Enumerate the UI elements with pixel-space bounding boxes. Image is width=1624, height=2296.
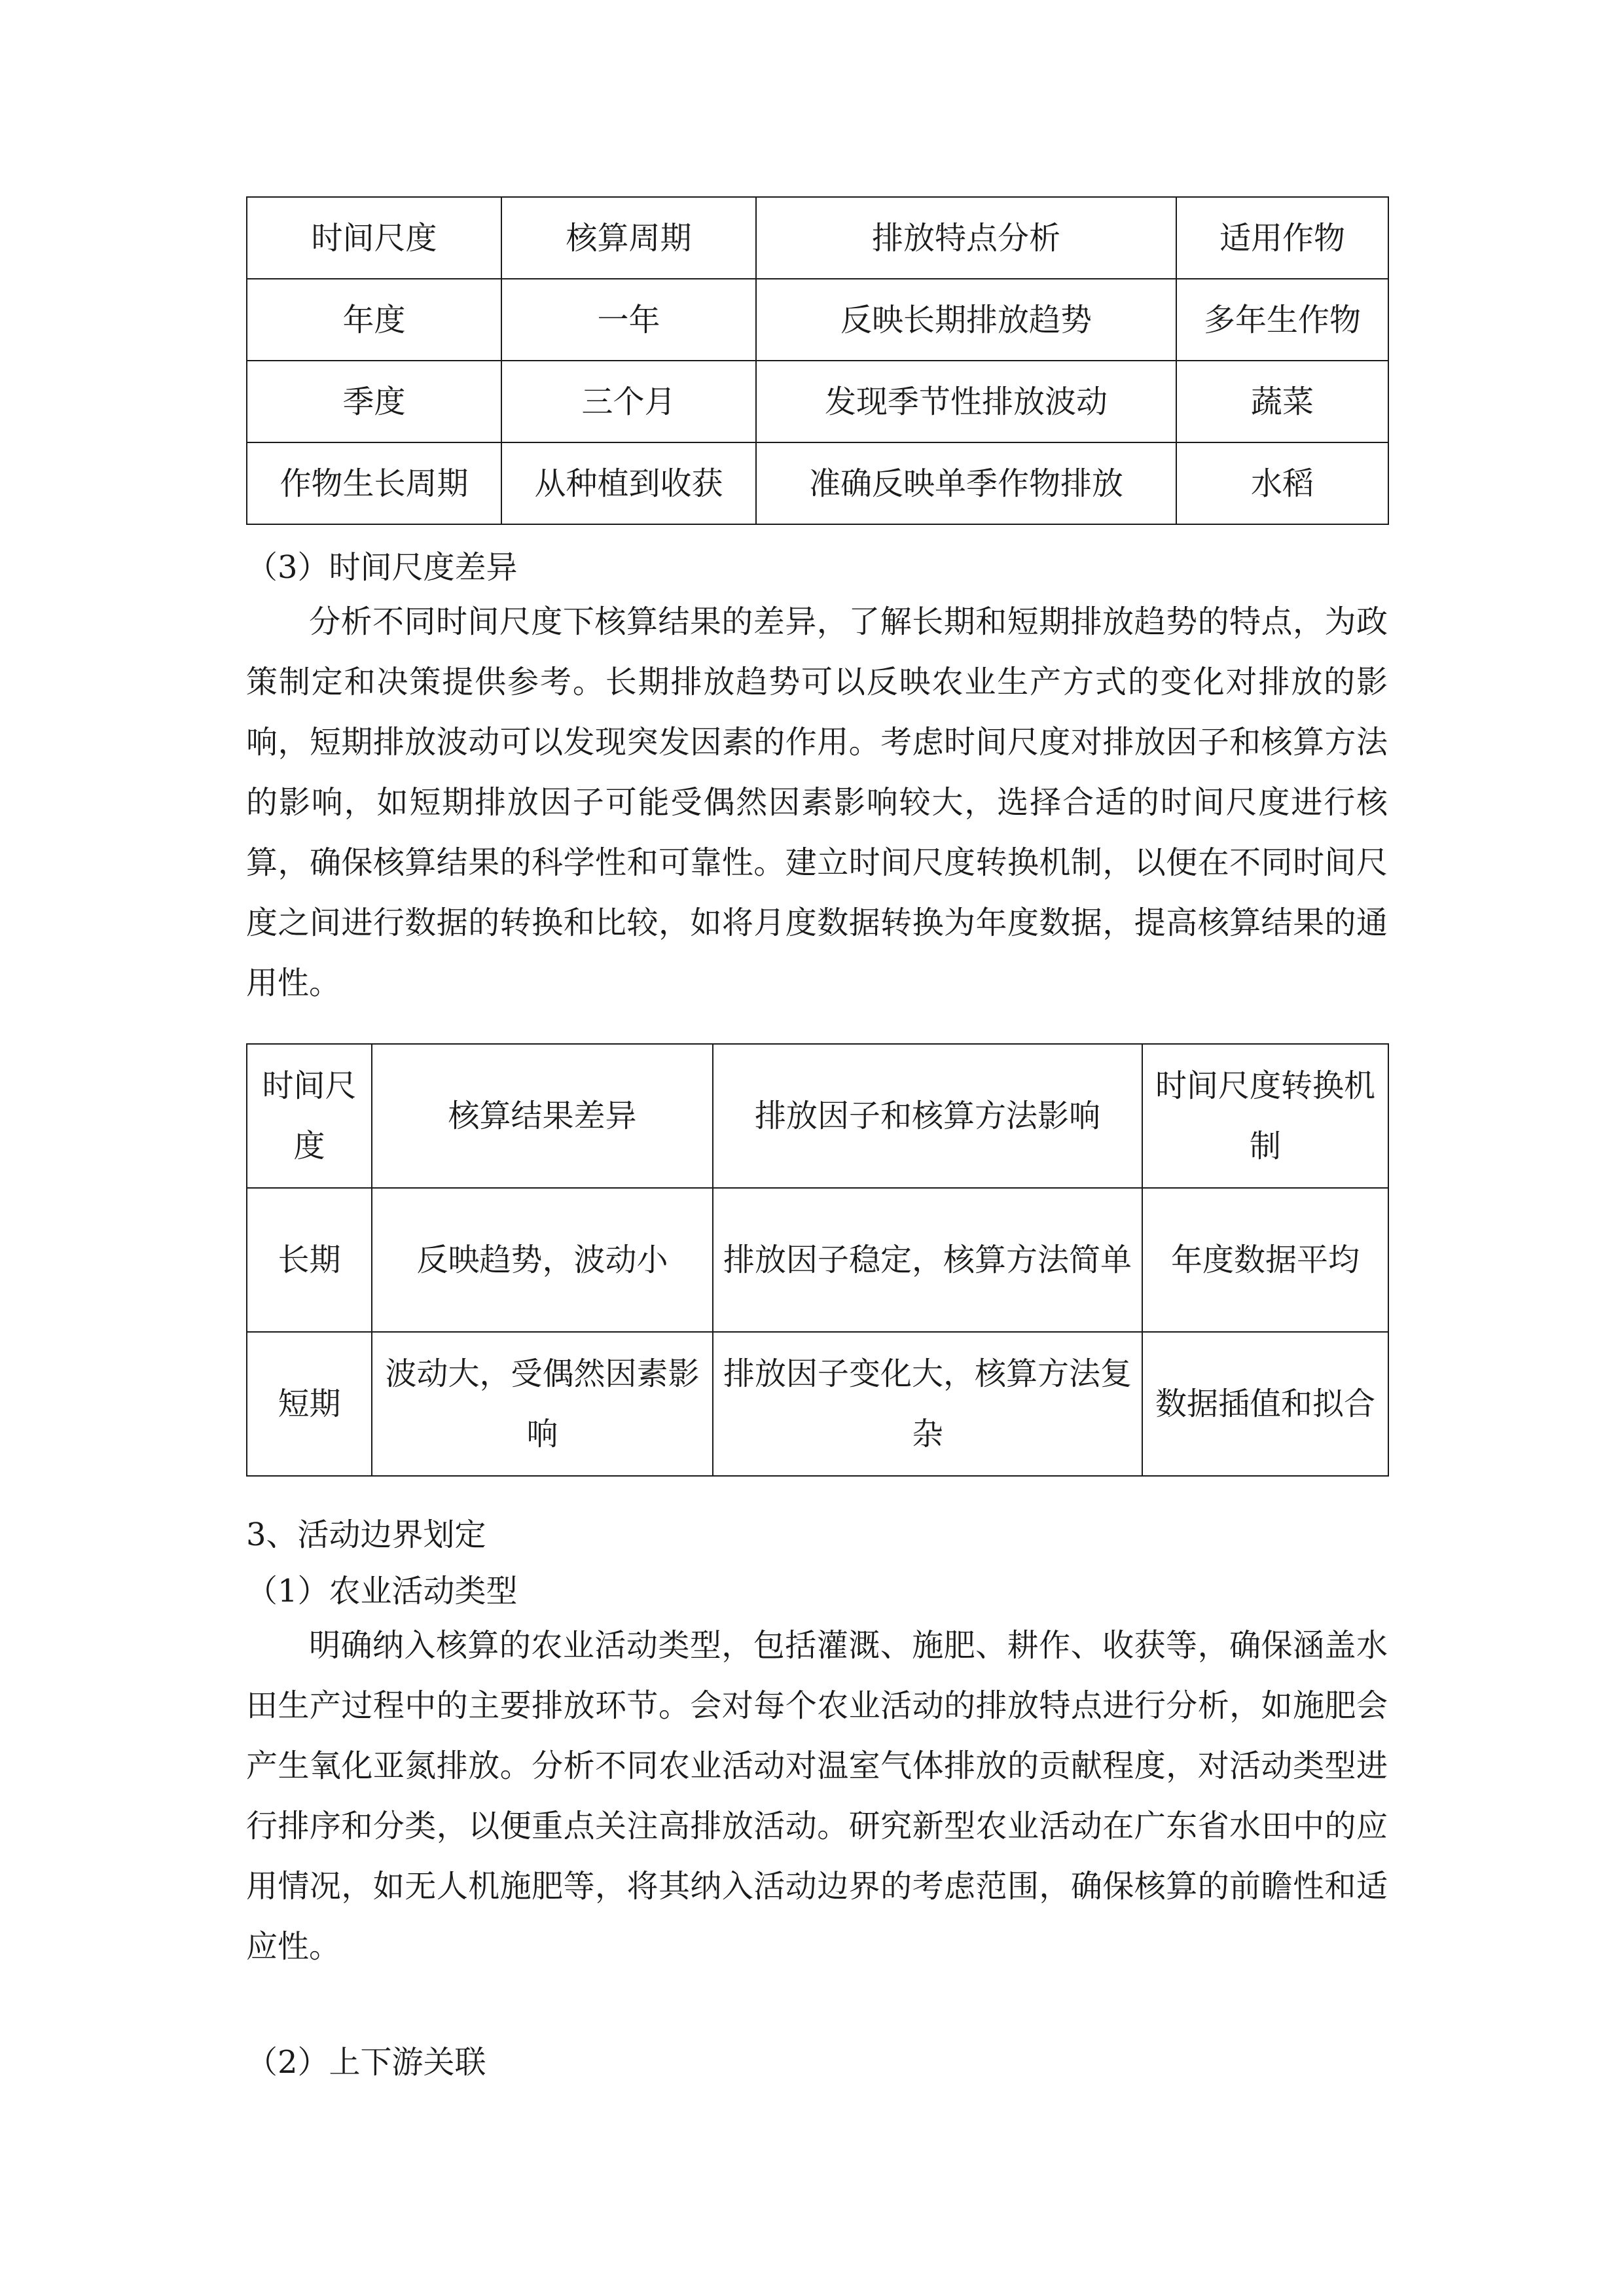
time-scale-table [246, 196, 1389, 525]
table-cell: 短期 [247, 1332, 372, 1476]
table-cell: 年度数据平均 [1142, 1188, 1388, 1332]
table-header-cell: 时间尺度 [247, 1044, 372, 1188]
table-cell: 反映长期排放趋势 [756, 279, 1176, 361]
table-cell: 蔬菜 [1176, 361, 1388, 442]
table-cell: 作物生长周期 [247, 442, 501, 524]
table-header-cell: 适用作物 [1176, 197, 1388, 279]
table-row [247, 442, 1388, 524]
table-header-cell: 时间尺度 [247, 197, 501, 279]
table-row [247, 361, 1388, 442]
table-header-row [247, 1044, 1388, 1188]
table-cell: 排放因子变化大，核算方法复杂 [713, 1332, 1142, 1476]
table-cell: 发现季节性排放波动 [756, 361, 1176, 442]
table-row [247, 1188, 1388, 1332]
table-header-cell: 排放特点分析 [756, 197, 1176, 279]
section-heading: 3、活动边界划定 [246, 1516, 486, 1553]
table-header-cell: 核算结果差异 [372, 1044, 713, 1188]
table-cell: 长期 [247, 1188, 372, 1332]
table-cell: 三个月 [501, 361, 756, 442]
table-header-cell: 时间尺度转换机制 [1142, 1044, 1388, 1188]
table-cell: 排放因子稳定，核算方法简单 [713, 1188, 1142, 1332]
table-cell: 反映趋势，波动小 [372, 1188, 713, 1332]
subsection-heading: （1）农业活动类型 [246, 1573, 518, 1609]
body-paragraph: 明确纳入核算的农业活动类型，包括灌溉、施肥、耕作、收获等，确保涵盖水田生产过程中的主要排放环节。会对每个农业活动的排放特点进行分析，如施肥会产生氧化亚氮排放。分析不同农业活动对温室气体排放的贡献程度，对活动类型进行排序和分类，以便重点关注高排放活动。研究新型农业活动在广东省水田中的应用情况，如无人机施肥等，将其纳入活动边界的考虑范围，确保核算的前瞻性和适应性。 [246, 1627, 1388, 1965]
table-header-cell: 核算周期 [501, 197, 756, 279]
table-cell: 准确反映单季作物排放 [756, 442, 1176, 524]
body-paragraph: 分析不同时间尺度下核算结果的差异，了解长期和短期排放趋势的特点，为政策制定和决策提供参考。长期排放趋势可以反映农业生产方式的变化对排放的影响，短期排放波动可以发现突发因素的作用。考虑时间尺度对排放因子和核算方法的影响，如短期排放因子可能受偶然因素影响较大，选择合适的时间尺度进行核算，确保核算结果的科学性和可靠性。建立时间尺度转换机制，以便在不同时间尺度之间进行数据的转换和比较，如将月度数据转换为年度数据，提高核算结果的通用性。 [246, 603, 1388, 1001]
time-scale-diff-table [246, 1043, 1389, 1477]
table-cell: 从种植到收获 [501, 442, 756, 524]
table-cell: 数据插值和拟合 [1142, 1332, 1388, 1476]
subsection-heading: （2）上下游关联 [246, 2044, 486, 2081]
table-cell: 季度 [247, 361, 501, 442]
table-header-cell: 排放因子和核算方法影响 [713, 1044, 1142, 1188]
table-cell: 水稻 [1176, 442, 1388, 524]
table-cell: 一年 [501, 279, 756, 361]
table-cell: 年度 [247, 279, 501, 361]
table-cell: 波动大，受偶然因素影响 [372, 1332, 713, 1476]
section-heading: （3）时间尺度差异 [246, 549, 518, 586]
table-header-row [247, 197, 1388, 279]
table-cell: 多年生作物 [1176, 279, 1388, 361]
table-row [247, 279, 1388, 361]
table-row [247, 1332, 1388, 1476]
